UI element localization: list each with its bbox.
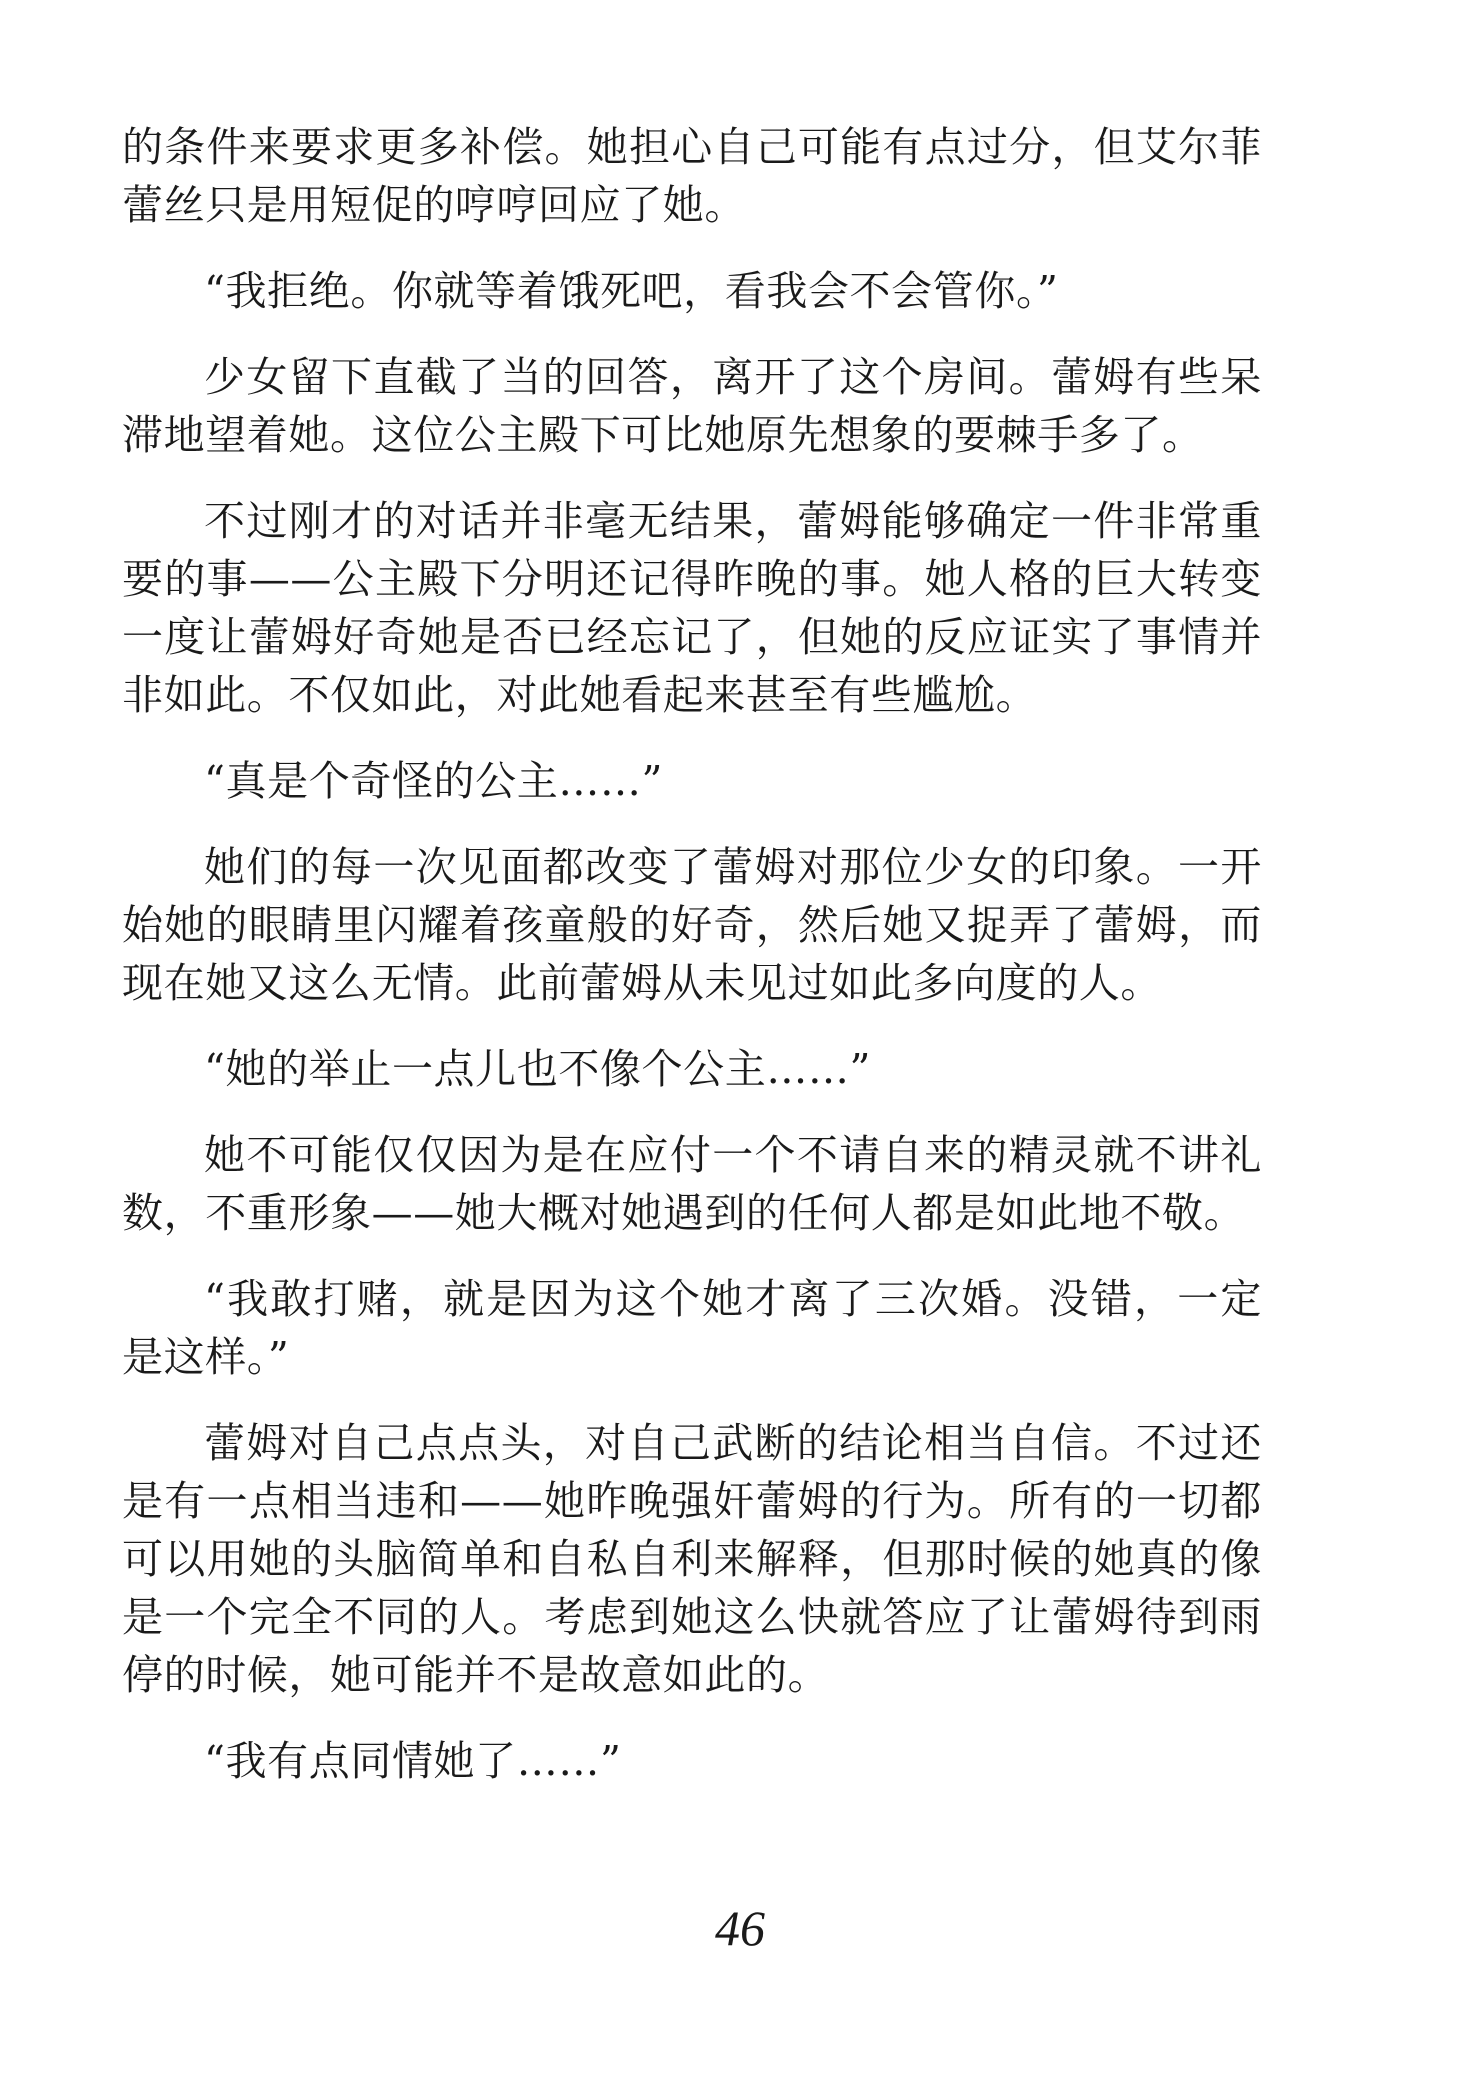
paragraph: 她们的每一次见面都改变了蕾姆对那位少女的印象。一开始她的眼睛里闪耀着孩童般的好奇，然后她又捉弄了蕾姆，而现在她又这么无情。此前蕾姆从未见过如此多向度的人。 bbox=[122, 843, 1262, 1007]
paragraph: 不过刚才的对话并非毫无结果，蕾姆能够确定一件非常重要的事——公主殿下分明还记得昨晚的事。她人格的巨大转变一度让蕾姆好奇她是否已经忘记了，但她的反应证实了事情并非如此。不仅如此，对此她看起来甚至有些尴尬。 bbox=[122, 497, 1262, 719]
page-text bbox=[122, 118, 1262, 1818]
paragraph: 少女留下直截了当的回答，离开了这个房间。蕾姆有些呆滞地望着她。这位公主殿下可比她原先想象的要棘手多了。 bbox=[122, 353, 1262, 459]
dialogue-line: “真是个奇怪的公主……” bbox=[204, 757, 664, 805]
paragraph: 她不可能仅仅因为是在应付一个不请自来的精灵就不讲礼数，不重形象——她大概对她遇到的任何人都是如此地不敬。 bbox=[122, 1131, 1262, 1237]
page-number: 46 bbox=[715, 1900, 765, 1956]
paragraph: 的条件来要求更多补偿。她担心自己可能有点过分，但艾尔菲蕾丝只是用短促的哼哼回应了她。 bbox=[122, 123, 1262, 229]
dialogue-line: “我敢打赌，就是因为这个她才离了三次婚。没错，一定是这样。” bbox=[122, 1275, 1262, 1381]
dialogue-line: “我拒绝。你就等着饿死吧，看我会不会管你。” bbox=[204, 267, 1059, 315]
paragraph: 蕾姆对自己点点头，对自己武断的结论相当自信。不过还是有一点相当违和——她昨晚强奸蕾姆的行为。所有的一切都可以用她的头脑简单和自私自利来解释，但那时候的她真的像是一个完全不同的人。考虑到她这么快就答应了让蕾姆待到雨停的时候，她可能并不是故意如此的。 bbox=[122, 1419, 1262, 1699]
dialogue-line: “我有点同情她了……” bbox=[204, 1737, 622, 1785]
dialogue-line: “她的举止一点儿也不像个公主……” bbox=[204, 1045, 872, 1093]
